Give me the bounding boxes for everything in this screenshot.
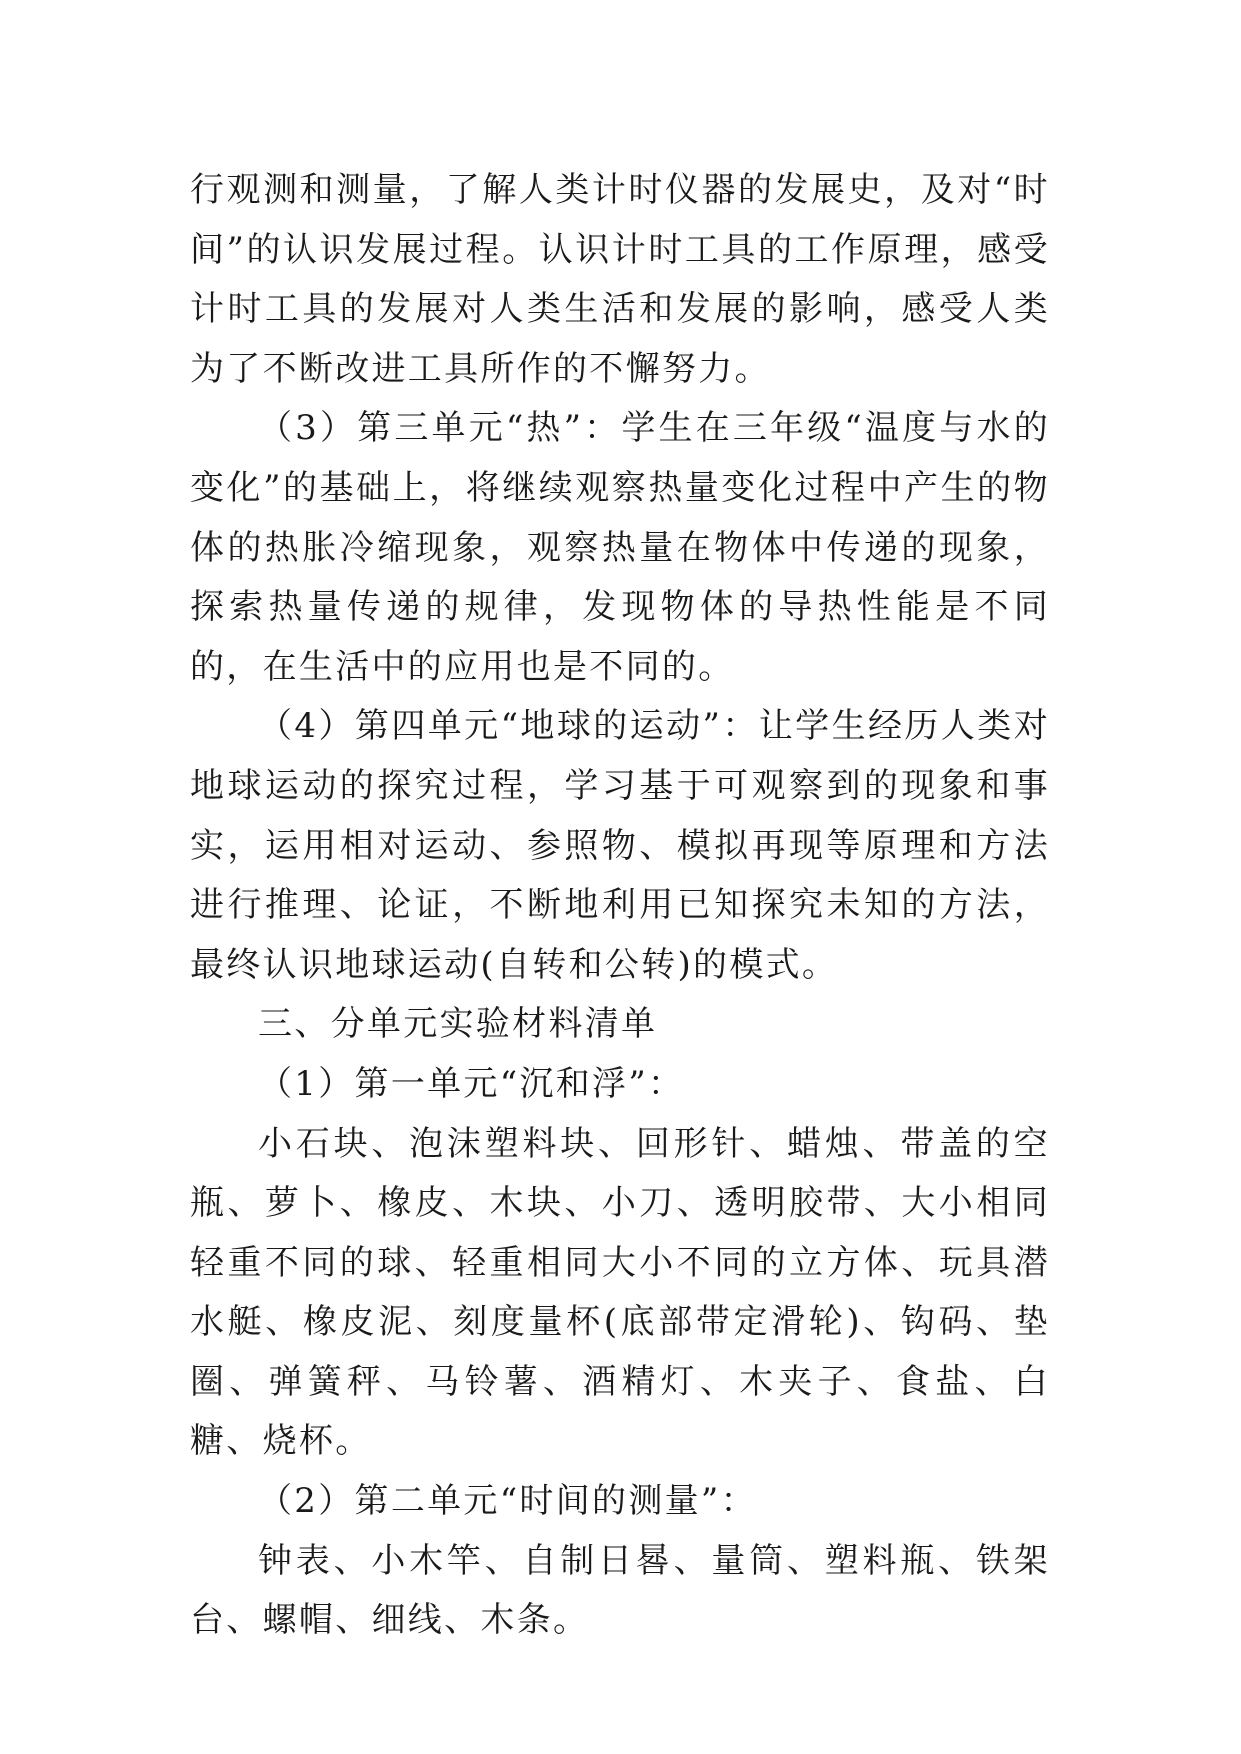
paragraph-unit4-earth-motion: （4）第四单元“地球的运动”：让学生经历人类对地球运动的探究过程，学习基于可观察到的现象和事实，运用相对运动、参照物、模拟再现等原理和方法进行推理、论证，不断地利用已知探究未知的方法，最终认识地球运动(自转和公转)的模式。 — [190, 706, 1050, 985]
paragraph-unit1-materials: 小石块、泡沫塑料块、回形针、蜡烛、带盖的空瓶、萝卜、橡皮、木块、小刀、透明胶带、大小相同轻重不同的球、轻重相同大小不同的立方体、玩具潜水艇、橡皮泥、刻度量杯(底部带定滑轮)、钩码、垫圈、弹簧秤、马铃薯、酒精灯、木夹子、食盐、白糖、烧杯。 — [190, 1123, 1050, 1462]
paragraph-unit2-time-continued: 行观测和测量，了解人类计时仪器的发展史，及对“时间”的认识发展过程。认识计时工具的工作原理，感受计时工具的发展对人类生活和发展的影响，感受人类为了不断改进工具所作的不懈努力。 — [190, 170, 1050, 389]
paragraph-unit3-heat: （3）第三单元“热”：学生在三年级“温度与水的变化”的基础上，将继续观察热量变化过程中产生的物体的热胀冷缩现象，观察热量在物体中传递的现象，探索热量传递的规律，发现物体的导热性能是不同的，在生活中的应用也是不同的。 — [190, 408, 1050, 687]
subheading-unit1-sink-float: （1）第一单元“沉和浮”： — [258, 1063, 685, 1104]
subheading-unit2-time-measurement: （2）第二单元“时间的测量”： — [258, 1481, 757, 1522]
document-body — [190, 161, 1050, 1651]
section-heading-materials-list: 三、分单元实验材料清单 — [258, 1004, 658, 1045]
paragraph-unit2-materials: 钟表、小木竿、自制日晷、量筒、塑料瓶、铁架台、螺帽、细线、木条。 — [190, 1540, 1050, 1641]
